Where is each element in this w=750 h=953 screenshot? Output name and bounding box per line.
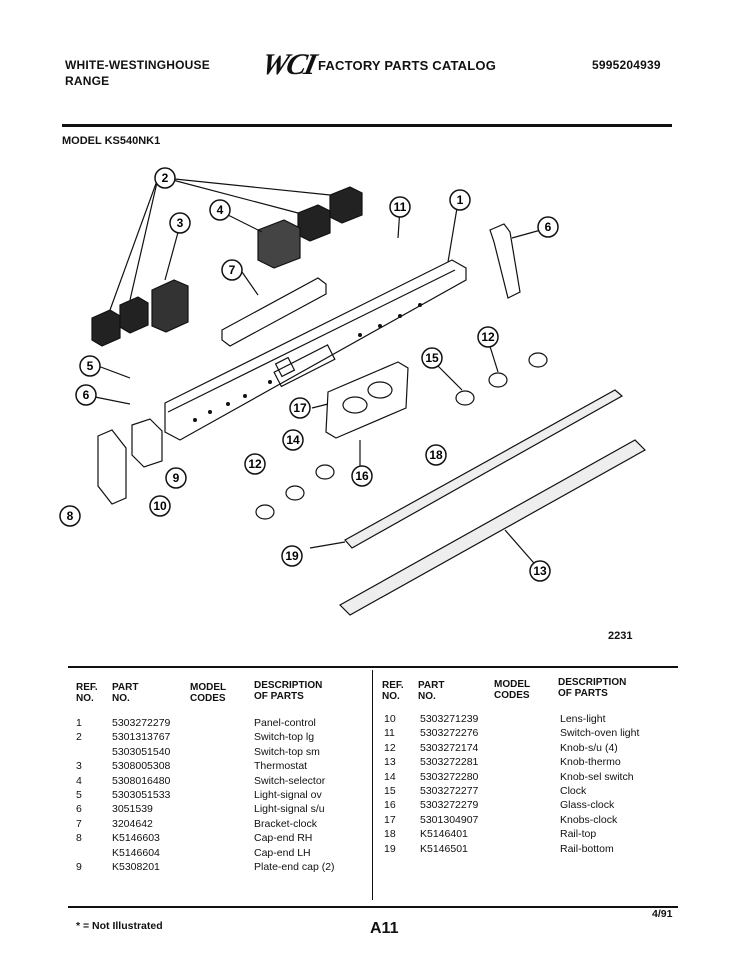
table-row: 1 5303272279 Panel-control	[76, 717, 316, 729]
table-row: 10 5303271239 Lens-light	[384, 713, 606, 725]
callout-6-left	[76, 385, 96, 405]
selector-switch-shape	[258, 220, 300, 268]
table-row: 17 5301304907 Knobs-clock	[384, 813, 618, 826]
revision-date: 4/91	[652, 908, 673, 920]
col-header-model-right: MODEL CODES	[494, 679, 531, 701]
svg-text:18: 18	[429, 448, 443, 462]
table-row: 3 5308005308 Thermostat	[76, 760, 308, 773]
col-header-ref: REF. NO.	[76, 682, 98, 704]
callout-3	[170, 213, 190, 233]
table-row: 5 5303051533 Light-signal ov	[76, 789, 322, 802]
svg-text:17: 17	[293, 401, 307, 415]
callout-1	[450, 190, 470, 210]
table-row: 7 3204642 Bracket-clock	[76, 817, 318, 830]
catalog-title: FACTORY PARTS CATALOG	[318, 58, 497, 73]
callout-16	[290, 398, 310, 418]
table-row: 15 5303272277 Clock	[384, 785, 587, 798]
callout-11	[390, 197, 410, 217]
table-row: 8 K5146603 Cap-end RH	[76, 832, 313, 845]
table-row: 14 5303272280 Knob-sel switch	[384, 770, 634, 783]
callout-7	[222, 260, 242, 280]
callout-2	[155, 168, 175, 188]
table-bottom-rule	[68, 906, 678, 908]
svg-text:2: 2	[161, 171, 169, 185]
callout-18	[282, 546, 302, 566]
svg-text:6: 6	[544, 220, 552, 234]
callout-19	[530, 561, 550, 581]
exploded-parts-diagram	[0, 150, 750, 650]
svg-text:8: 8	[66, 509, 74, 523]
callout-13	[283, 430, 303, 450]
col-header-desc: DESCRIPTION OF PARTS	[254, 680, 323, 702]
svg-text:10: 10	[153, 499, 167, 513]
table-row: 6 3051539 Light-signal s/u	[76, 803, 325, 816]
table-row: K5146604 Cap-end LH	[112, 846, 311, 859]
svg-text:12: 12	[481, 330, 495, 344]
parts-list-left	[76, 716, 335, 874]
svg-text:13: 13	[533, 564, 547, 578]
table-row: 19 K5146501 Rail-bottom	[384, 842, 614, 855]
callout-9	[150, 496, 170, 516]
thermostat-shape	[152, 280, 188, 332]
table-row: 13 5303272281 Knob-thermo	[384, 756, 621, 769]
svg-text:12: 12	[248, 457, 262, 471]
end-cap-plate-shape	[132, 419, 162, 467]
svg-text:14: 14	[286, 433, 300, 447]
col-header-ref-right: REF. NO.	[382, 680, 404, 702]
table-row: 4 5308016480 Switch-selector	[76, 774, 326, 787]
table-row: 16 5303272279 Glass-clock	[384, 799, 615, 812]
header-rule	[62, 124, 672, 127]
callout-10	[166, 468, 186, 488]
svg-text:4: 4	[216, 203, 224, 217]
end-cap-lh-shape	[98, 430, 126, 504]
end-cap-rh-shape	[490, 224, 520, 298]
callout-12-left	[245, 454, 265, 474]
callout-15	[352, 466, 372, 486]
svg-text:9: 9	[172, 471, 180, 485]
table-row: 5303051540 Switch-top sm	[112, 745, 320, 758]
callout-14	[422, 348, 442, 368]
col-header-part: PART NO.	[112, 682, 139, 704]
col-header-model: MODEL CODES	[190, 682, 227, 704]
table-row: 12 5303272174 Knob-s/u (4)	[384, 741, 618, 754]
col-header-part-right: PART NO.	[418, 680, 445, 702]
brand-line-2: RANGE	[65, 74, 110, 88]
svg-text:7: 7	[228, 263, 236, 277]
table-row: 18 K5146401 Rail-top	[384, 828, 597, 841]
callout-12-right	[478, 327, 498, 347]
footnote: * = Not Illustrated	[76, 920, 163, 932]
svg-text:19: 19	[285, 549, 299, 563]
svg-text:5: 5	[86, 359, 94, 373]
wci-logo: WCI	[258, 48, 318, 81]
table-row: 2 5301313767 Switch-top lg	[76, 731, 315, 744]
model-label: MODEL KS540NK1	[62, 135, 161, 147]
svg-text:15: 15	[425, 351, 439, 365]
svg-text:1: 1	[456, 193, 464, 207]
svg-text:6: 6	[82, 388, 90, 402]
svg-text:11: 11	[393, 200, 407, 214]
callout-8	[60, 506, 80, 526]
catalog-number: 5995204939	[592, 58, 661, 72]
brand-line-1: WHITE-WESTINGHOUSE	[65, 58, 210, 72]
svg-text:3: 3	[176, 216, 184, 230]
clock-shape	[326, 362, 408, 438]
table-row: 11 5303272276 Switch-oven light	[384, 727, 640, 740]
callout-6-right	[538, 217, 558, 237]
callout-17	[426, 445, 446, 465]
table-top-rule	[68, 666, 678, 668]
page-number: A11	[370, 920, 399, 937]
parts-list-right	[384, 712, 639, 856]
callout-4	[210, 200, 230, 220]
svg-text:16: 16	[355, 469, 369, 483]
callout-5	[80, 356, 100, 376]
table-divider	[372, 670, 373, 900]
figure-number: 2231	[608, 630, 633, 642]
col-header-desc-right: DESCRIPTION OF PARTS	[558, 677, 627, 699]
table-row: 9 K5308201 Plate-end cap (2)	[76, 861, 335, 874]
